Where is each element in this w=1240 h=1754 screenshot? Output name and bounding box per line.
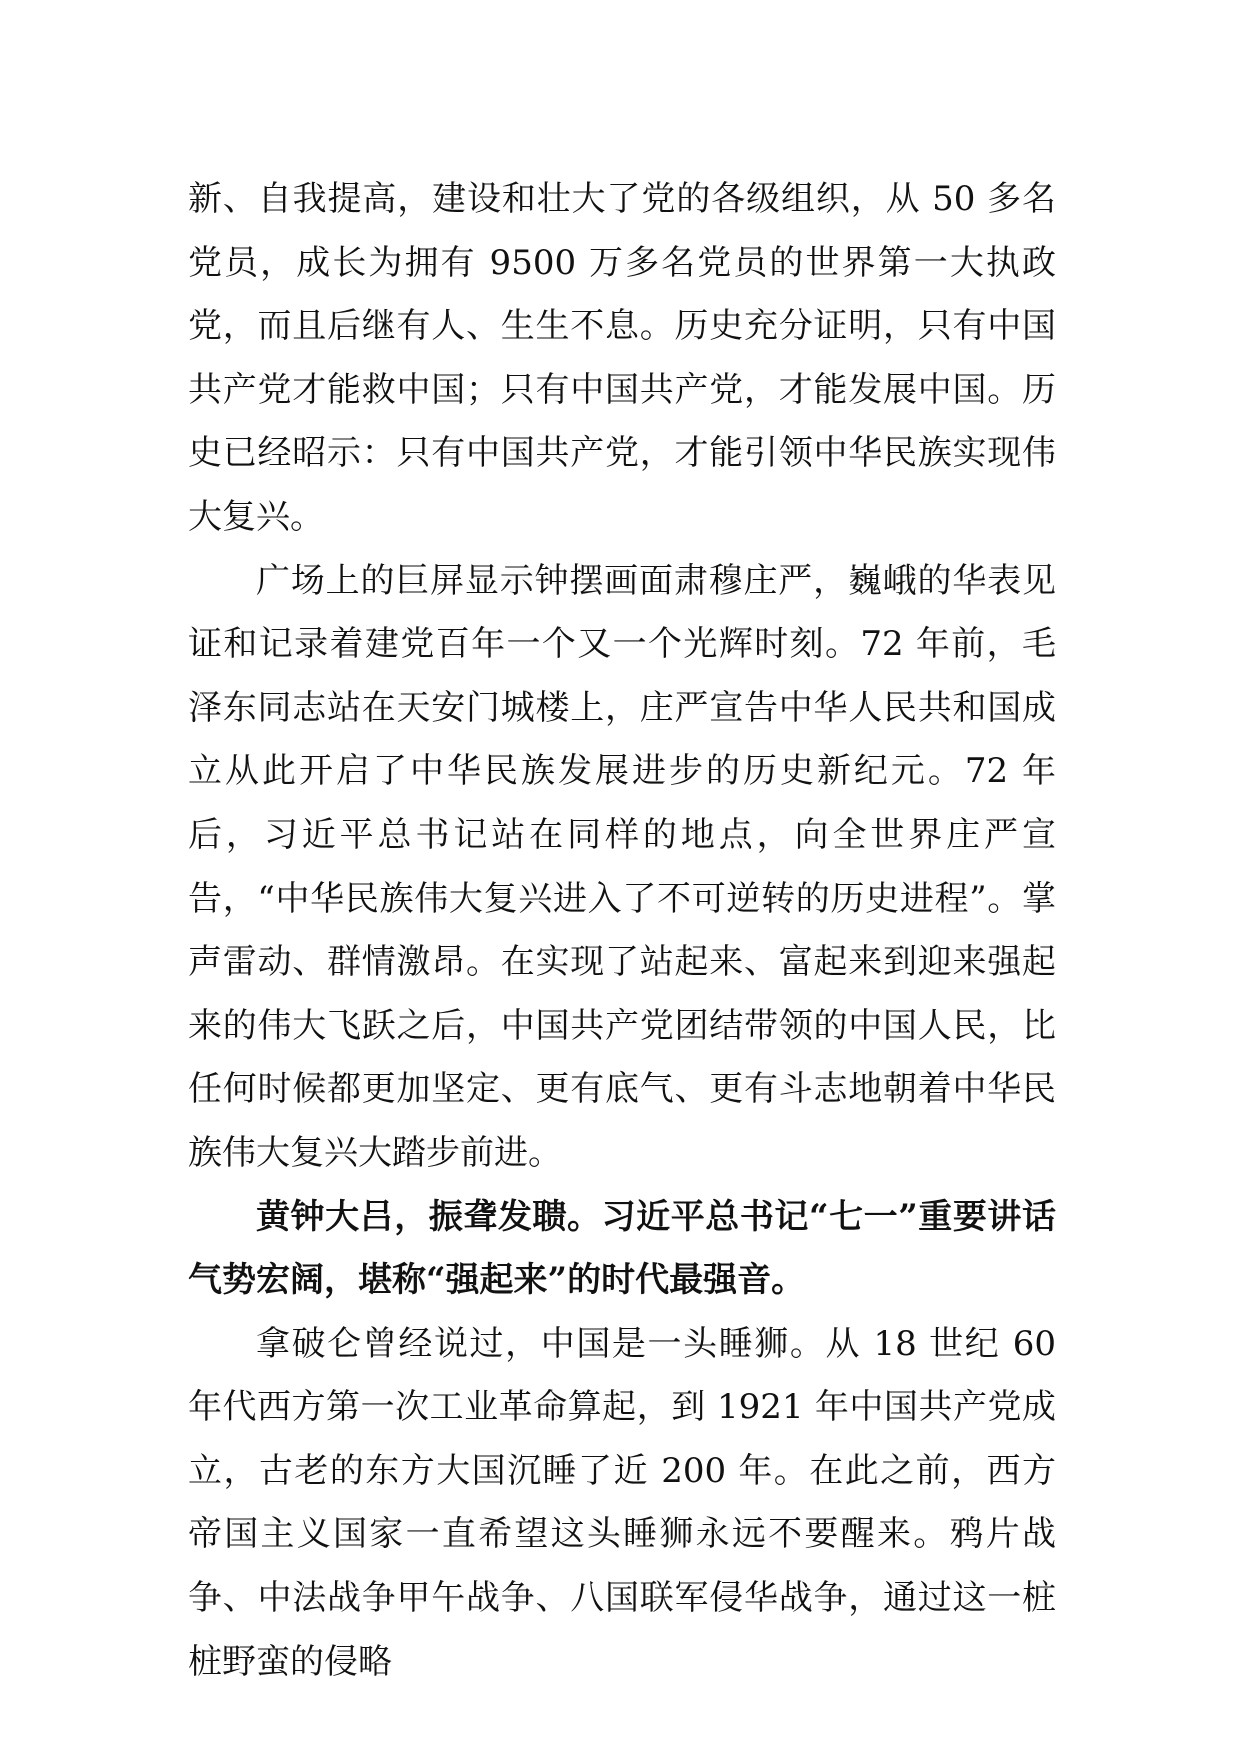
document-body — [188, 168, 1056, 1694]
paragraph-napoleon: 拿破仑曾经说过，中国是一头睡狮。从 18 世纪 60 年代西方第一次工业革命算起，到 1921 年中国共产党成立，古老的东方大国沉睡了近 200 年。在此之前，西方帝国主义国家一直希望这头睡狮永远不要醒来。鸦片战争、中法战争甲午战争、八国联军侵华战争，通过这一桩桩野蛮的侵略 — [188, 1323, 1056, 1682]
paragraph-continued: 新、自我提高，建设和壮大了党的各级组织，从 50 多名党员，成长为拥有 9500 万多名党员的世界第一大执政党，而且后继有人、生生不息。历史充分证明，只有中国共产党才能救中国；只有中国共产党，才能发展中国。历史已经昭示：只有中国共产党，才能引领中华民族实现伟大复兴。 — [188, 179, 1056, 537]
paragraph-tiananmen: 广场上的巨屏显示钟摆画面肃穆庄严，巍峨的华表见证和记录着建党百年一个又一个光辉时刻。72 年前，毛泽东同志站在天安门城楼上，庄严宣告中华人民共和国成立从此开启了中华民族发展进步的历史新纪元。72 年后，习近平总书记站在同样的地点，向全世界庄严宣告，“中华民族伟大复兴进入了不可逆转的历史进程”。掌声雷动、群情激昂。在实现了站起来、富起来到迎来强起来的伟大飞跃之后，中国共产党团结带领的中国人民，比任何时候都更加坚定、更有底气、更有斗志地朝着中华民族伟大复兴大踏步前进。 — [188, 560, 1056, 1173]
paragraph-bold-heading: 黄钟大吕，振聋发聩。习近平总书记“七一”重要讲话气势宏阔，堪称“强起来”的时代最强音。 — [188, 1196, 1056, 1301]
